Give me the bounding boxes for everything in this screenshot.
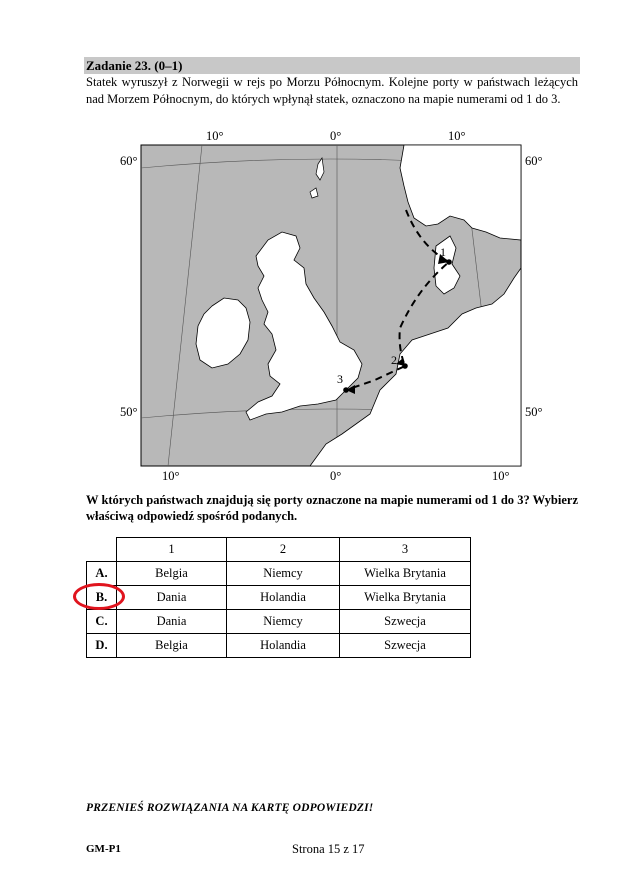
bottom-lon-label-zero: 0° xyxy=(330,469,342,483)
header-cell-3: 3 xyxy=(340,538,471,562)
port-3-label: 3 xyxy=(337,372,343,386)
answer-letter[interactable]: C. xyxy=(87,610,117,634)
top-lon-label-east: 10° xyxy=(448,129,466,143)
left-lat-label-60: 60° xyxy=(120,154,138,168)
bottom-lon-label-east: 10° xyxy=(492,469,510,483)
port-3-dot xyxy=(343,387,349,393)
port-2-label: 2 xyxy=(391,353,397,367)
north-sea-map xyxy=(100,128,560,483)
port-2-dot xyxy=(402,363,408,369)
top-lon-label-west: 10° xyxy=(206,129,224,143)
map-graphic xyxy=(100,128,560,483)
left-lat-label-50: 50° xyxy=(120,405,138,419)
task-header: Zadanie 23. (0–1) xyxy=(84,57,580,74)
header-cell-empty xyxy=(87,538,117,562)
answer-letter[interactable]: B. xyxy=(87,586,117,610)
answer-row-a[interactable] xyxy=(87,562,471,586)
port-1-label: 1 xyxy=(440,245,446,259)
header-cell-1: 1 xyxy=(117,538,227,562)
question-text: W których państwach znajdują się porty oznaczone na mapie numerami od 1 do 3? Wybierz właściwą odpowiedź spośród podanych. xyxy=(86,493,578,523)
answer-row-d[interactable] xyxy=(87,634,471,658)
exam-code: GM-P1 xyxy=(86,843,121,855)
answer-letter[interactable]: D. xyxy=(87,634,117,658)
selected-answer-circle xyxy=(73,583,125,610)
answer-cell: Dania xyxy=(117,586,227,610)
right-lat-label-50: 50° xyxy=(525,405,543,419)
bottom-lon-label-west: 10° xyxy=(162,469,180,483)
right-lat-label-60: 60° xyxy=(525,154,543,168)
answers-table xyxy=(86,537,471,658)
top-lon-label-zero: 0° xyxy=(330,129,342,143)
port-1-dot xyxy=(446,259,452,265)
answer-cell: Wielka Brytania xyxy=(340,586,471,610)
page-number: Strona 15 z 17 xyxy=(292,842,365,856)
answer-row-c[interactable] xyxy=(87,610,471,634)
task-text: Statek wyruszył z Norwegii w rejs po Morzu Północnym. Kolejne porty w państwach leżących nad Morzem Północnym, do których wpłynął statek, oznaczono na mapie numerami od 1 do 3. xyxy=(86,75,578,106)
answer-cell: Niemcy xyxy=(227,610,340,634)
answer-cell: Szwecja xyxy=(340,610,471,634)
answer-cell: Holandia xyxy=(227,634,340,658)
answer-row-b[interactable] xyxy=(87,586,471,610)
answer-cell: Belgia xyxy=(117,562,227,586)
transfer-note: PRZENIEŚ ROZWIĄZANIA NA KARTĘ ODPOWIEDZI! xyxy=(86,802,374,814)
answer-cell: Wielka Brytania xyxy=(340,562,471,586)
answer-cell: Holandia xyxy=(227,586,340,610)
answer-cell: Niemcy xyxy=(227,562,340,586)
table-header-row xyxy=(87,538,471,562)
answer-cell: Belgia xyxy=(117,634,227,658)
answer-cell: Dania xyxy=(117,610,227,634)
answer-letter[interactable]: A. xyxy=(87,562,117,586)
header-cell-2: 2 xyxy=(227,538,340,562)
answer-cell: Szwecja xyxy=(340,634,471,658)
